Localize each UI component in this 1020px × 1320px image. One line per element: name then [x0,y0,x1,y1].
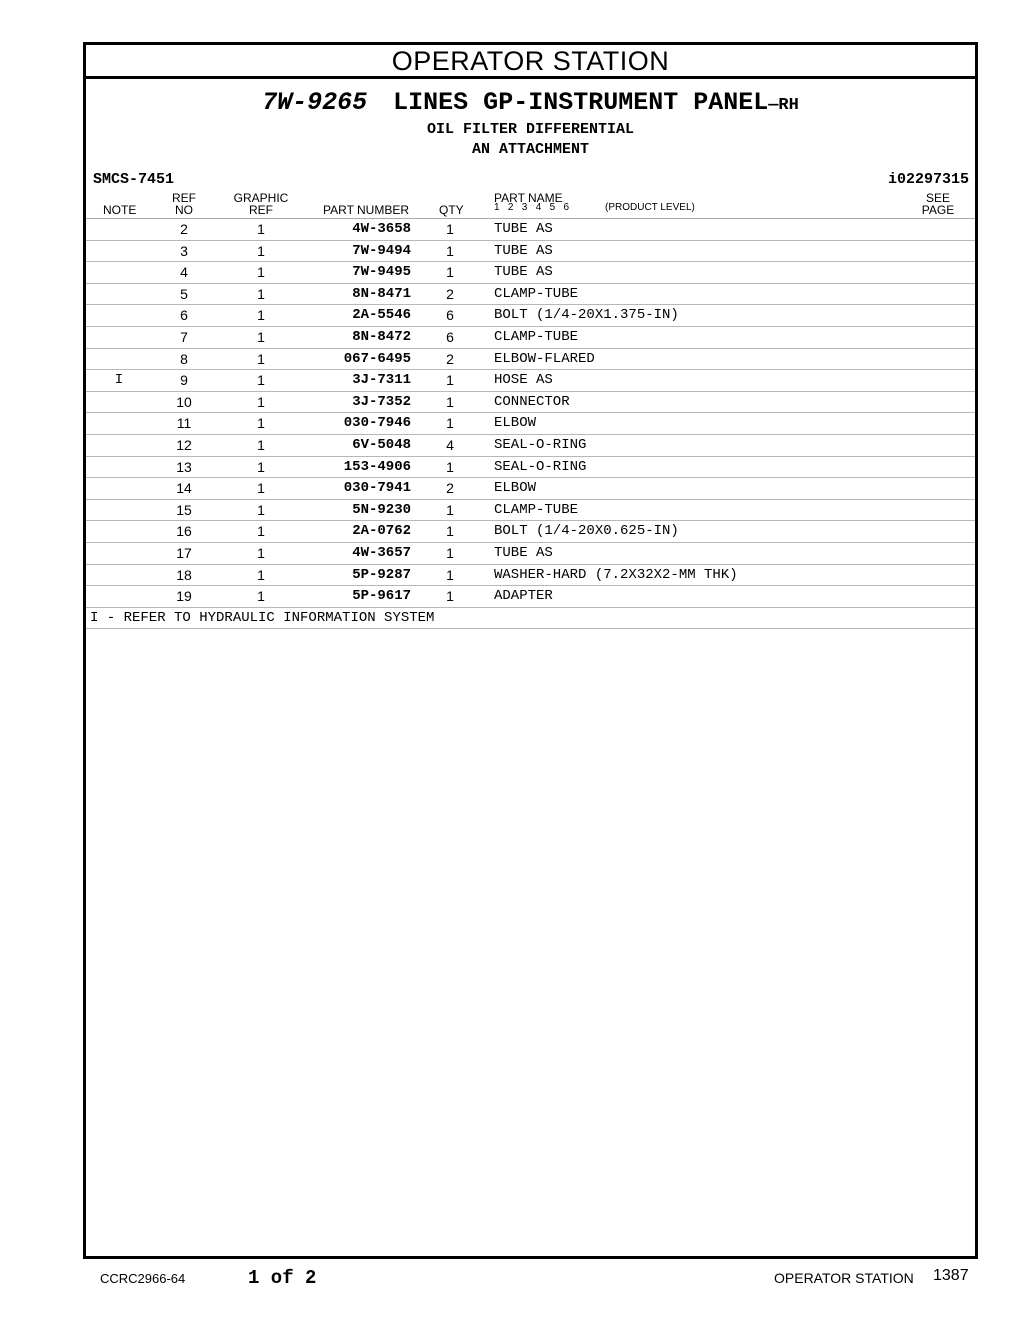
page-frame [83,42,978,1259]
group-part-number: 7W-9265 [262,88,368,117]
cell-part-number: 8N-8472 [352,328,411,345]
cell-graphic-ref: 1 [257,264,265,281]
table-row [86,521,975,543]
col-part-number: PART NUMBER [323,203,410,217]
cell-part-number: 030-7941 [343,480,411,497]
cell-part-number: 5N-9230 [352,501,411,518]
cell-part-number: 8N-8471 [352,285,411,302]
cell-part-number: 7W-9495 [352,264,411,281]
col-product-level: (PRODUCT LEVEL) [605,202,695,213]
cell-ref-no: 14 [176,480,192,497]
cell-part-number: 153-4906 [343,458,411,475]
cell-qty: 1 [446,588,454,605]
cell-ref-no: 15 [176,501,192,518]
col-levels: 1 2 3 4 5 6 [494,202,570,213]
table-row [86,349,975,371]
cell-graphic-ref: 1 [257,523,265,540]
cell-qty: 2 [446,480,454,497]
cell-graphic-ref: 1 [257,501,265,518]
cell-part-name: BOLT (1/4-20X1.375-IN) [494,307,679,324]
cell-part-name: CONNECTOR [494,393,570,410]
cell-graphic-ref: 1 [257,544,265,561]
cell-part-number: 3J-7352 [352,393,411,410]
cell-ref-no: 18 [176,566,192,583]
cell-part-name: ADAPTER [494,588,553,605]
cell-part-name: ELBOW-FLARED [494,350,595,367]
col-ref-top: REF [172,191,196,205]
page-footer [0,1266,1020,1290]
cell-part-name: WASHER-HARD (7.2X32X2-MM THK) [494,566,738,583]
cell-graphic-ref: 1 [257,480,265,497]
cell-part-number: 2A-5546 [352,307,411,324]
cell-ref-no: 10 [176,393,192,410]
cell-ref-no: 5 [180,285,188,302]
cell-ref-no: 19 [176,588,192,605]
cell-qty: 1 [446,415,454,432]
cell-part-name: TUBE AS [494,242,553,259]
cell-qty: 1 [446,458,454,475]
cell-part-name: HOSE AS [494,372,553,389]
cell-ref-no: 9 [180,372,188,389]
cell-qty: 1 [446,264,454,281]
group-title-suffix: —RH [768,96,799,115]
cell-qty: 1 [446,566,454,583]
cell-ref-no: 6 [180,307,188,324]
cell-graphic-ref: 1 [257,415,265,432]
cell-part-name: CLAMP-TUBE [494,501,579,518]
cell-part-number: 7W-9494 [352,242,411,259]
cell-qty: 1 [446,221,454,237]
footnote: I - REFER TO HYDRAULIC INFORMATION SYSTEM [86,608,975,629]
cell-graphic-ref: 1 [257,393,265,410]
table-row [86,284,975,306]
parts-table [86,219,975,608]
cell-graphic-ref: 1 [257,566,265,583]
cell-part-number: 067-6495 [343,350,411,367]
table-row [86,413,975,435]
col-see-bottom: PAGE [921,203,955,217]
cell-part-number: 3J-7311 [352,372,411,389]
table-row [86,370,975,392]
table-row [86,219,975,241]
cell-graphic-ref: 1 [257,350,265,367]
table-row [86,478,975,500]
cell-ref-no: 13 [176,458,192,475]
cell-qty: 6 [446,328,454,345]
cell-part-name: CLAMP-TUBE [494,285,579,302]
table-row [86,262,975,284]
table-row [86,586,975,608]
col-ref-bottom: NO [175,203,193,217]
cell-graphic-ref: 1 [257,242,265,259]
cell-ref-no: 3 [180,242,188,259]
cell-graphic-ref: 1 [257,458,265,475]
cell-part-number: 030-7946 [343,415,411,432]
cell-graphic-ref: 1 [257,588,265,605]
cell-qty: 2 [446,350,454,367]
cell-part-name: BOLT (1/4-20X0.625-IN) [494,523,679,540]
cell-ref-no: 2 [180,221,188,237]
info-id: i02297315 [887,171,969,188]
cell-ref-no: 8 [180,350,188,367]
column-header [86,191,975,219]
table-row [86,500,975,522]
col-see-top: SEE [925,191,950,205]
cell-ref-no: 16 [176,523,192,540]
footer-section: OPERATOR STATION [774,1270,914,1286]
cell-graphic-ref: 1 [257,307,265,324]
cell-part-number: 2A-0762 [352,523,411,540]
cell-note: I [114,372,124,389]
table-row [86,241,975,263]
smcs-code: SMCS-7451 [93,171,175,188]
cell-part-name: TUBE AS [494,264,553,281]
col-qty: QTY [439,203,464,217]
col-graphic-bottom: REF [249,203,273,217]
cell-part-number: 4W-3658 [352,221,411,237]
table-row [86,305,975,327]
cell-graphic-ref: 1 [257,328,265,345]
col-part-name: PART NAME [494,191,563,205]
col-note: NOTE [103,203,137,217]
group-title: LINES GP-INSTRUMENT PANEL [393,88,769,117]
cell-graphic-ref: 1 [257,221,265,237]
cell-part-name: SEAL-O-RING [494,458,587,475]
group-subtitle-1: OIL FILTER DIFFERENTIAL [426,121,635,138]
cell-part-name: ELBOW [494,415,537,432]
cell-qty: 1 [446,393,454,410]
cell-graphic-ref: 1 [257,436,265,453]
cell-part-number: 5P-9617 [352,588,411,605]
cell-qty: 1 [446,242,454,259]
cell-qty: 1 [446,523,454,540]
cell-part-name: SEAL-O-RING [494,436,587,453]
cell-graphic-ref: 1 [257,285,265,302]
cell-part-number: 5P-9287 [352,566,411,583]
cell-graphic-ref: 1 [257,372,265,389]
cell-qty: 1 [446,372,454,389]
col-graphic-top: GRAPHIC [233,191,289,205]
cell-qty: 2 [446,285,454,302]
group-subtitle-2: AN ATTACHMENT [471,141,590,158]
cell-qty: 1 [446,501,454,518]
cell-qty: 1 [446,544,454,561]
cell-qty: 4 [446,436,454,453]
cell-qty: 6 [446,307,454,324]
table-row [86,435,975,457]
footer-page-number: 1387 [933,1267,969,1284]
cell-part-name: TUBE AS [494,221,553,237]
cell-part-name: TUBE AS [494,544,553,561]
table-row [86,457,975,479]
cell-ref-no: 4 [180,264,188,281]
cell-ref-no: 11 [176,415,192,432]
footer-doc-id: CCRC2966-64 [100,1271,186,1286]
group-title-line [86,89,975,120]
cell-part-number: 4W-3657 [352,544,411,561]
cell-ref-no: 12 [176,436,192,453]
table-row [86,543,975,565]
cell-part-name: ELBOW [494,480,537,497]
table-row [86,392,975,414]
cell-part-name: CLAMP-TUBE [494,328,579,345]
id-line [86,171,975,191]
section-title: OPERATOR STATION [86,45,975,79]
group-heading [86,79,975,160]
table-row [86,327,975,349]
cell-ref-no: 17 [176,544,192,561]
table-row [86,565,975,587]
footer-page: 1 of 2 [248,1267,317,1289]
cell-ref-no: 7 [180,328,188,345]
cell-part-number: 6V-5048 [352,436,411,453]
